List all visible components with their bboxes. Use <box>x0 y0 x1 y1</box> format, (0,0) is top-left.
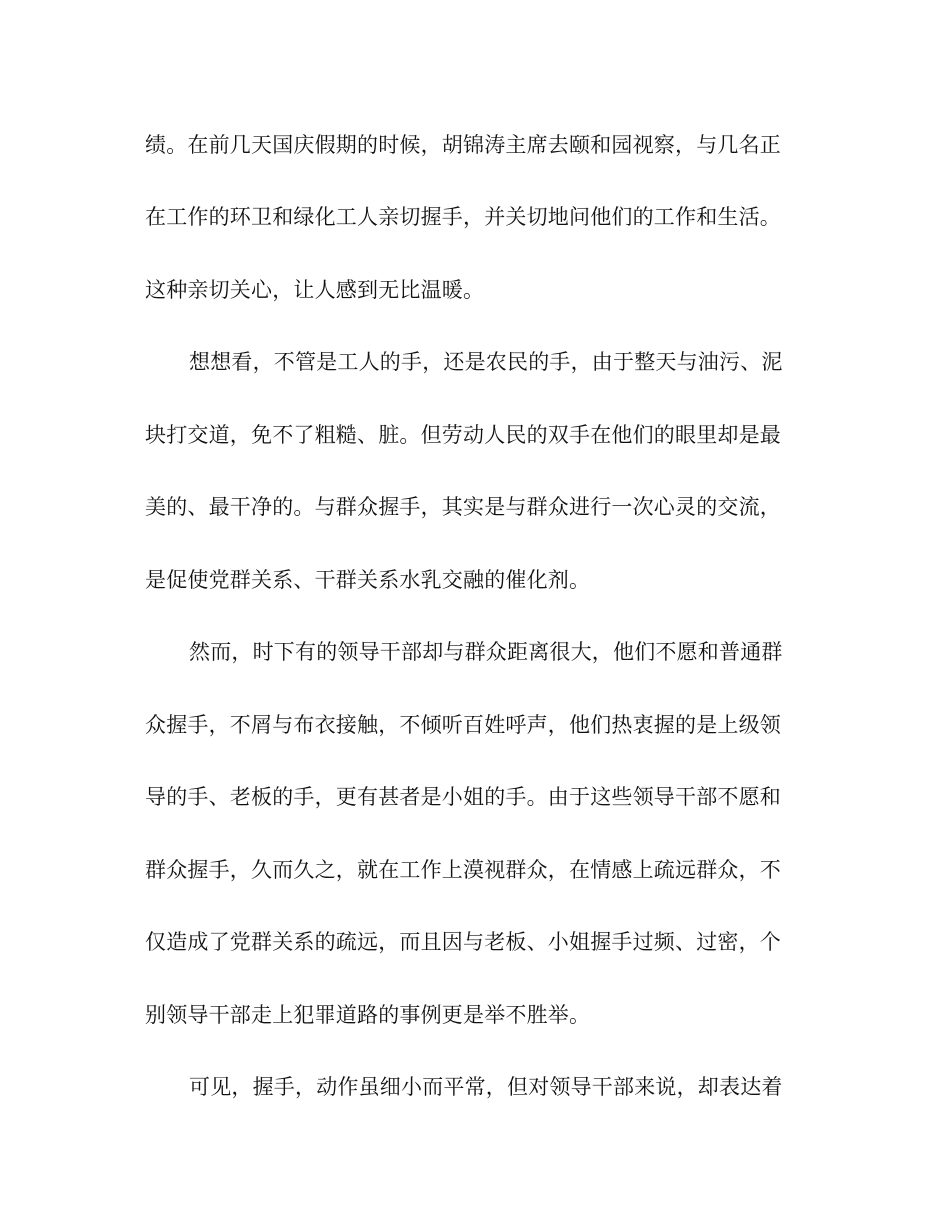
paragraph-first-line: 然而，时下有的领导干部却与群众距离很大，他们不愿和普通群 <box>189 640 783 664</box>
text-line: 块打交道，免不了粗糙、脏。但劳动人民的双手在他们的眼里却是最 <box>145 423 781 447</box>
text-line: 绩。在前几天国庆假期的时候，胡锦涛主席去颐和园视察，与几名正 <box>145 133 781 157</box>
text-line: 这种亲切关心，让人感到无比温暖。 <box>145 278 485 302</box>
text-line: 别领导干部走上犯罪道路的事例更是举不胜举。 <box>145 1003 591 1027</box>
text-line: 群众握手，久而久之，就在工作上漠视群众，在情感上疏远群众，不 <box>145 858 781 882</box>
text-line: 导的手、老板的手，更有甚者是小姐的手。由于这些领导干部不愿和 <box>145 785 781 809</box>
paragraph-first-line: 可见，握手，动作虽细小而平常，但对领导干部来说，却表达着 <box>189 1075 783 1099</box>
text-line: 在工作的环卫和绿化工人亲切握手，并关切地问他们的工作和生活。 <box>145 205 781 229</box>
paragraph-first-line: 想想看，不管是工人的手，还是农民的手，由于整天与油污、泥 <box>189 350 783 374</box>
text-line: 众握手，不屑与布衣接触，不倾听百姓呼声，他们热衷握的是上级领 <box>145 713 781 737</box>
text-line: 美的、最干净的。与群众握手，其实是与群众进行一次心灵的交流， <box>145 495 781 519</box>
text-line: 仅造成了党群关系的疏远，而且因与老板、小姐握手过频、过密，个 <box>145 930 781 954</box>
text-line: 是促使党群关系、干群关系水乳交融的催化剂。 <box>145 568 591 592</box>
